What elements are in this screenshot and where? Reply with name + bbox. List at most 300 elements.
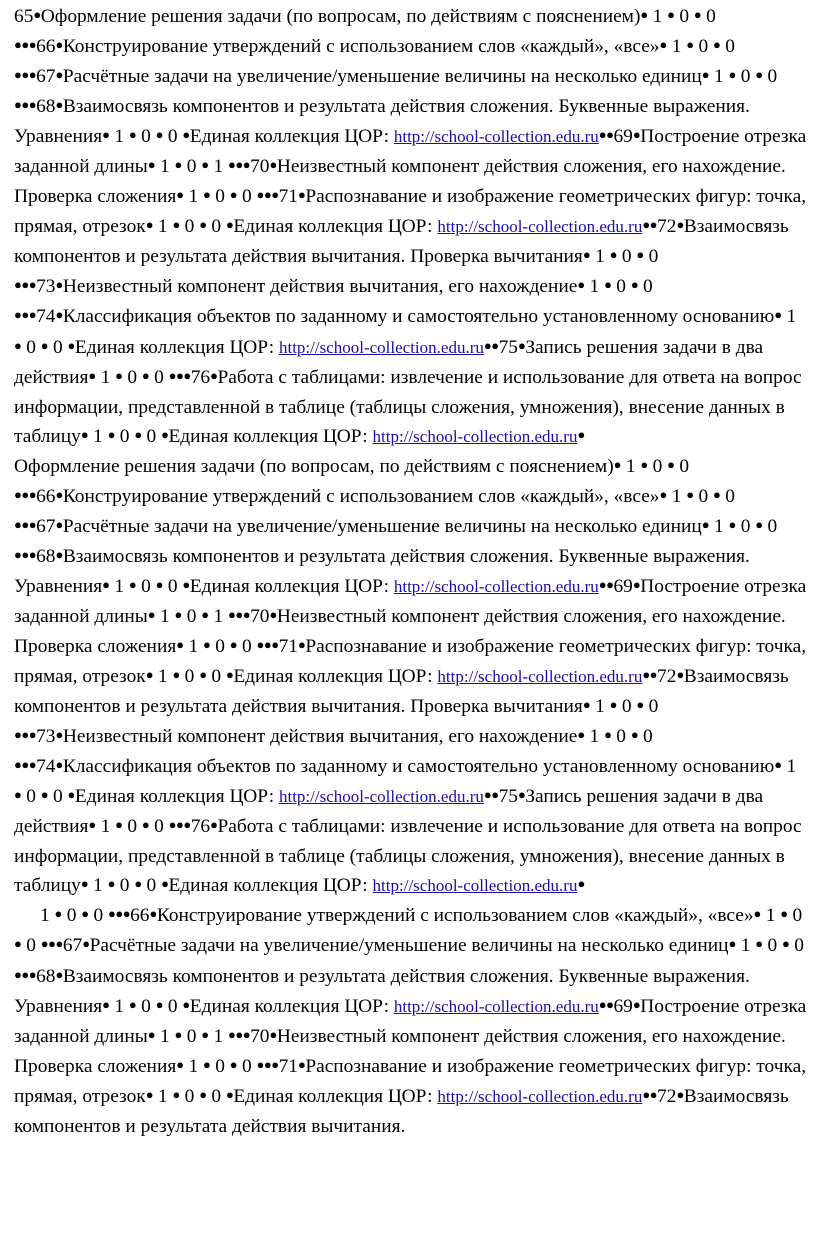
text-run: 1 (88, 425, 108, 447)
bullet-separator: ● (115, 367, 123, 383)
bullet-separator: ● (728, 936, 736, 952)
bullet-separator: ● (686, 486, 694, 502)
bullet-separator: ● (115, 817, 123, 833)
bullet-separator: ● (102, 576, 110, 592)
bullet-separator: ● (686, 37, 694, 53)
text-run: 0 (122, 366, 142, 388)
text-run: 68 (36, 96, 56, 118)
text-run: Единая коллекция ЦОР: (168, 875, 373, 897)
bullet-separator: ● (81, 906, 89, 922)
text-run: Классификация объектов по заданному и самостоятельно установленному основанию (62, 306, 775, 328)
text-run: 0 (693, 36, 713, 58)
bullet-separator: ●● (483, 787, 499, 803)
bullet-separator: ● (659, 486, 667, 502)
text-run: Оформление решения задачи (по вопросам, по действиям с пояснением) (40, 6, 641, 27)
bullet-separator: ● (55, 277, 63, 293)
bullet-separator: ● (229, 187, 238, 203)
text-run: 0 (61, 905, 82, 927)
text-run: 1 (88, 875, 108, 897)
bullet-separator: ●●● (228, 606, 251, 622)
bullet-separator: ●●● (228, 1026, 251, 1042)
bullet-separator: ● (14, 936, 22, 952)
bullet-separator: ● (225, 1086, 234, 1102)
text-run: 71 (278, 635, 298, 657)
text-run: 0 (206, 216, 226, 238)
text-run: 1 (781, 306, 797, 328)
bullet-separator: ● (269, 157, 277, 173)
bullet-separator: ●●● (14, 546, 37, 562)
bullet-separator: ● (203, 187, 211, 203)
bullet-separator: ● (636, 247, 644, 263)
bullet-separator: ● (107, 426, 115, 442)
text-run: 0 (210, 635, 230, 657)
bullet-separator: ● (755, 516, 763, 532)
cor-link[interactable]: http://school-collection.edu.ru (372, 426, 578, 446)
bullet-separator: ● (55, 546, 63, 562)
text-run: 71 (278, 186, 298, 208)
bullet-separator: ●●● (168, 817, 191, 833)
bullet-separator: ●●● (14, 277, 37, 293)
bullet-separator: ● (182, 996, 190, 1012)
bullet-separator: ● (210, 817, 218, 833)
cor-link[interactable]: http://school-collection.edu.ru (437, 217, 643, 237)
bullet-separator: ● (55, 486, 63, 502)
bullet-separator: ● (80, 426, 89, 442)
text-run: Расчётные задачи на увеличение/уменьшение величины на несколько единиц (62, 66, 702, 88)
text-run: 0 (762, 515, 778, 537)
text-run: 67 (36, 515, 56, 537)
bullet-separator: ● (147, 157, 156, 173)
bullet-separator: ● (676, 217, 684, 233)
text-run: 0 (616, 246, 637, 268)
text-run: 0 (163, 126, 183, 148)
text-run: 70 (250, 1025, 270, 1047)
bullet-separator: ● (713, 486, 721, 502)
bullet-separator: ● (636, 697, 644, 713)
bullet-separator: ● (269, 1026, 277, 1042)
bullet-separator: ● (174, 1026, 182, 1042)
bullet-separator: ●● (598, 127, 614, 143)
cor-link[interactable]: http://school-collection.edu.ru (278, 787, 484, 807)
bullet-separator: ● (128, 996, 137, 1012)
bullet-separator: ●●● (108, 906, 131, 922)
text-run: Распознавание и изображение геометрических фигур: точка, прямая, отрезок (14, 635, 807, 688)
bullet-separator: ● (172, 1086, 180, 1102)
text-run: 0 (643, 696, 659, 718)
bullet-separator: ● (199, 217, 207, 233)
bullet-separator: ● (774, 307, 782, 323)
text-run: Взаимосвязь компонентов и результата действия сложения. Буквенные выражения. Уравнения (14, 545, 750, 597)
bullet-separator: ● (88, 817, 96, 833)
text-run: Конструирование утверждений с использованием слов «каждый», «все» (62, 36, 660, 58)
bullet-separator: ● (201, 1026, 209, 1042)
text-block-2 (14, 452, 808, 902)
text-run: 1 (109, 126, 129, 148)
text-run: 0 (735, 515, 756, 537)
cor-link[interactable]: http://school-collection.edu.ru (437, 667, 643, 687)
text-run: Единая коллекция ЦОР: (233, 216, 438, 238)
bullet-separator: ● (604, 727, 612, 743)
text-run: Классификация объектов по заданному и самостоятельно установленному основанию (62, 756, 775, 778)
bullet-separator: ● (755, 936, 763, 952)
text-run: Взаимосвязь компонентов и результата действия вычитания. Проверка вычитания (14, 216, 789, 268)
bullet-separator: ● (632, 127, 641, 143)
text-run: 1 (666, 36, 687, 58)
text-run: 0 (136, 126, 156, 148)
text-run: 1 (155, 605, 175, 627)
bullet-separator: ● (269, 606, 277, 622)
text-run: 0 (163, 995, 183, 1017)
text-run: 0 (210, 186, 230, 208)
bullet-separator: ● (203, 1056, 211, 1072)
bullet-separator: ● (182, 576, 190, 592)
bullet-separator: ● (582, 697, 591, 713)
bullet-separator: ● (630, 727, 639, 743)
text-run: 0 (693, 485, 713, 507)
text-run: 69 (613, 995, 633, 1017)
text-run: 0 (181, 156, 202, 178)
text-run: 1 (208, 156, 228, 178)
text-run: Взаимосвязь компонентов и результата действия сложения. Буквенные выражения. Уравнения (14, 965, 750, 1017)
text-run: 0 (616, 696, 637, 718)
text-run: Неизвестный компонент действия вычитания, его нахождение (62, 276, 578, 298)
text-run: 1 (735, 935, 756, 957)
bullet-separator: ● (582, 247, 591, 263)
bullet-separator: ●●● (256, 187, 279, 203)
bullet-separator: ● (141, 817, 150, 833)
bullet-separator: ●●● (14, 307, 37, 323)
bullet-separator: ● (128, 127, 137, 143)
text-run: 1 (621, 455, 641, 477)
bullet-separator: ● (172, 667, 180, 683)
bullet-separator: ● (161, 426, 169, 442)
bullet-separator: ● (55, 757, 63, 773)
bullet-separator: ● (67, 787, 75, 803)
bullet-separator: ●●● (14, 966, 37, 982)
bullet-separator: ● (640, 456, 648, 472)
text-run: 1 (709, 515, 729, 537)
text-run: 0 (181, 605, 202, 627)
text-run: 0 (237, 635, 257, 657)
text-run: 0 (611, 726, 631, 748)
text-run: 73 (36, 276, 56, 298)
text-run: Распознавание и изображение геометрических фигур: точка, прямая, отрезок (14, 186, 807, 238)
bullet-separator: ● (229, 636, 238, 652)
text-run: 0 (674, 455, 690, 477)
text-run: 1 (153, 1085, 173, 1107)
text-run: 0 (114, 875, 135, 897)
text-run: 0 (141, 425, 162, 447)
text-run: 0 (762, 66, 778, 88)
text-run: 0 (720, 36, 735, 58)
bullet-separator: ●●● (256, 636, 279, 652)
text-run: 0 (179, 1085, 200, 1107)
text-run: 66 (130, 905, 150, 927)
bullet-separator: ● (40, 337, 49, 353)
text-run: Единая коллекция ЦОР: (233, 666, 438, 688)
text-run: 66 (36, 36, 56, 58)
text-run: Построение отрезка заданной длины (14, 575, 807, 627)
text-run: 0 (611, 276, 631, 298)
text-run: 0 (206, 666, 226, 688)
text-run: 0 (674, 6, 694, 27)
text-run: 1 (709, 66, 729, 88)
text-run: 75 (498, 786, 518, 808)
text-run: Единая коллекция ЦОР: (189, 995, 394, 1017)
bullet-separator: ● (630, 277, 639, 293)
text-run: 0 (149, 816, 169, 838)
text-run: 1 (666, 485, 687, 507)
text-run: 0 (789, 935, 804, 957)
text-run: 1 (647, 6, 668, 27)
text-run: Работа с таблицами: извлечение и использование для ответа на вопрос информации, представленной в таблице (таблицы сложения, умножения), внесение данных в таблицу (14, 816, 802, 897)
text-run: Работа с таблицами: извлечение и использование для ответа на вопрос информации, представленной в таблице (таблицы сложения, умножения), внесение данных в таблицу (14, 366, 802, 447)
text-run: 67 (62, 935, 83, 957)
text-run: 1 (183, 1055, 203, 1077)
bullet-separator: ●●● (228, 157, 251, 173)
bullet-separator: ● (297, 187, 306, 203)
text-block-1 (14, 2, 808, 452)
bullet-separator: ●● (642, 667, 658, 683)
bullet-separator: ● (55, 727, 63, 743)
text-run: 0 (643, 246, 659, 268)
bullet-separator: ● (107, 876, 115, 892)
bullet-separator: ●● (598, 576, 614, 592)
text-run: Единая коллекция ЦОР: (74, 786, 279, 808)
bullet-separator: ● (517, 337, 526, 353)
text-run: Неизвестный компонент действия сложения, его нахождение. Проверка сложения (14, 605, 786, 657)
text-run: 0 (21, 786, 41, 808)
text-run: 0 (181, 1025, 202, 1047)
text-run: 0 (141, 875, 162, 897)
text-run: 69 (613, 126, 633, 148)
bullet-separator: ● (55, 37, 63, 53)
cor-link[interactable]: http://school-collection.edu.ru (278, 337, 484, 357)
text-run: Неизвестный компонент действия сложения, его нахождение. Проверка сложения (14, 156, 786, 208)
text-run: 69 (613, 575, 633, 597)
bullet-separator: ● (577, 876, 585, 892)
text-run: 1 (183, 186, 203, 208)
bullet-separator: ● (701, 516, 710, 532)
text-run: 68 (36, 545, 56, 567)
text-run: 1 (781, 756, 797, 778)
text-run: 0 (179, 216, 200, 238)
text-run: 0 (88, 905, 109, 927)
bullet-separator: ● (82, 936, 90, 952)
text-run: 1 (155, 1025, 175, 1047)
text-run: 1 (40, 905, 55, 927)
bullet-separator: ● (297, 1056, 306, 1072)
bullet-separator: ● (14, 787, 22, 803)
bullet-separator: ● (80, 876, 89, 892)
bullet-separator: ● (640, 7, 648, 22)
bullet-separator: ● (667, 456, 675, 472)
text-run: 67 (36, 66, 56, 88)
bullet-separator: ● (55, 67, 63, 83)
bullet-separator: ● (780, 906, 788, 922)
bullet-separator: ● (155, 996, 163, 1012)
text-run: 0 (638, 726, 653, 748)
bullet-separator: ● (145, 217, 154, 233)
bullet-separator: ●●● (14, 727, 37, 743)
text-run: Расчётные задачи на увеличение/уменьшение величины на несколько единиц (62, 515, 702, 537)
bullet-separator: ●● (598, 996, 614, 1012)
text-run: Расчётные задачи на увеличение/уменьшение величины на несколько единиц (89, 935, 729, 957)
text-run: 74 (36, 306, 56, 328)
bullet-separator: ●● (483, 337, 499, 353)
text-run: Единая коллекция ЦОР: (233, 1085, 438, 1107)
bullet-separator: ● (14, 337, 22, 353)
bullet-separator: ● (297, 636, 306, 652)
text-run: Распознавание и изображение геометрических фигур: точка, прямая, отрезок (14, 1055, 807, 1107)
text-run: 65 (14, 6, 34, 27)
text-run: 1 (590, 696, 610, 718)
text-run: 0 (179, 666, 200, 688)
bullet-separator: ● (134, 876, 142, 892)
bullet-separator: ● (55, 307, 63, 323)
text-run: 0 (638, 276, 653, 298)
bullet-separator: ● (201, 157, 209, 173)
bullet-separator: ● (55, 966, 63, 982)
cor-link[interactable]: http://school-collection.edu.ru (393, 996, 599, 1016)
bullet-separator: ● (55, 97, 63, 113)
bullet-separator: ● (728, 67, 736, 83)
bullet-separator: ● (149, 906, 157, 922)
text-run: Оформление решения задачи (по вопросам, по действиям с пояснением) (14, 455, 614, 477)
text-run: 1 (153, 666, 173, 688)
bullet-separator: ● (225, 667, 234, 683)
bullet-separator: ● (577, 426, 585, 442)
bullet-separator: ● (102, 996, 110, 1012)
text-run: 1 (208, 605, 228, 627)
text-run: 70 (250, 156, 270, 178)
bullet-separator: ● (145, 667, 154, 683)
bullet-separator: ● (667, 7, 675, 22)
bullet-separator: ● (147, 606, 156, 622)
bullet-separator: ● (145, 1086, 154, 1102)
text-run: 0 (163, 575, 183, 597)
text-run: 0 (122, 816, 142, 838)
text-run: 1 (109, 575, 129, 597)
text-run: 66 (36, 485, 56, 507)
text-run: Взаимосвязь компонентов и результата действия вычитания. Проверка вычитания (14, 666, 789, 718)
text-run: 0 (787, 905, 803, 927)
bullet-separator: ● (609, 697, 617, 713)
bullet-separator: ● (141, 367, 150, 383)
text-run: 1 (153, 216, 173, 238)
bullet-separator: ● (229, 1056, 238, 1072)
text-run: Запись решения задачи в два действия (14, 786, 764, 838)
bullet-separator: ● (613, 456, 622, 472)
bullet-separator: ●●● (14, 97, 37, 113)
text-run: Взаимосвязь компонентов и результата действия сложения. Буквенные выражения. Уравнения (14, 96, 750, 148)
text-run: 1 (95, 816, 116, 838)
bullet-separator: ● (128, 576, 137, 592)
text-run: 0 (149, 366, 169, 388)
bullet-separator: ● (609, 247, 617, 263)
bullet-separator: ● (755, 67, 763, 83)
text-run: 0 (21, 336, 41, 358)
bullet-separator: ● (203, 636, 211, 652)
bullet-separator: ● (604, 277, 612, 293)
bullet-separator: ●● (642, 1086, 658, 1102)
text-run: 0 (206, 1085, 226, 1107)
bullet-separator: ● (182, 127, 190, 143)
text-run: Единая коллекция ЦОР: (189, 126, 394, 148)
bullet-separator: ●●● (14, 486, 37, 502)
cor-link[interactable]: http://school-collection.edu.ru (393, 127, 599, 147)
text-run: 1 (760, 905, 781, 927)
cor-link[interactable]: http://school-collection.edu.ru (437, 1086, 643, 1106)
bullet-separator: ●●● (14, 67, 37, 83)
bullet-separator: ● (174, 157, 182, 173)
paragraph (14, 2, 808, 452)
text-run: 0 (647, 455, 668, 477)
bullet-separator: ● (676, 667, 684, 683)
bullet-separator: ● (632, 996, 641, 1012)
bullet-separator: ● (659, 37, 667, 53)
text-run: 0 (237, 186, 257, 208)
bullet-separator: ● (782, 936, 790, 952)
bullet-separator: ●●● (168, 367, 191, 383)
text-run: 0 (210, 1055, 230, 1077)
bullet-separator: ● (753, 906, 761, 922)
text-run: 0 (48, 786, 68, 808)
bullet-separator: ● (774, 757, 782, 773)
bullet-separator: ● (33, 7, 41, 22)
text-run: 0 (21, 935, 41, 957)
text-run: 73 (36, 726, 56, 748)
text-run: 0 (735, 66, 756, 88)
bullet-separator: ● (199, 667, 207, 683)
text-run: Конструирование утверждений с использованием слов «каждый», «все» (62, 485, 660, 507)
text-run: Построение отрезка заданной длины (14, 995, 807, 1047)
bullet-separator: ● (693, 7, 702, 22)
bullet-separator: ● (701, 67, 710, 83)
paragraph (14, 901, 808, 1140)
bullet-separator: ● (174, 606, 182, 622)
text-run: 1 (183, 635, 203, 657)
text-run: 68 (36, 965, 56, 987)
text-run: Конструирование утверждений с использованием слов «каждый», «все» (156, 905, 754, 927)
text-run: 1 (584, 276, 605, 298)
text-run: 0 (762, 935, 783, 957)
bullet-separator: ●●● (40, 936, 63, 952)
text-block-3 (14, 901, 808, 1140)
text-run: 70 (250, 605, 270, 627)
bullet-separator: ● (728, 516, 736, 532)
bullet-separator: ● (134, 426, 142, 442)
bullet-separator: ● (102, 127, 110, 143)
bullet-separator: ● (155, 127, 163, 143)
bullet-separator: ● (225, 217, 234, 233)
bullet-separator: ● (55, 516, 63, 532)
bullet-separator: ● (517, 787, 526, 803)
bullet-separator: ●●● (256, 1056, 279, 1072)
text-run: 0 (720, 485, 735, 507)
bullet-separator: ● (176, 636, 184, 652)
bullet-separator: ● (176, 1056, 184, 1072)
bullet-separator: ●●● (14, 757, 37, 773)
text-run: 1 (155, 156, 175, 178)
paragraph (14, 452, 808, 902)
text-run: 0 (48, 336, 68, 358)
bullet-separator: ● (155, 576, 163, 592)
text-run: 72 (657, 666, 677, 688)
cor-link[interactable]: http://school-collection.edu.ru (372, 876, 578, 896)
cor-link[interactable]: http://school-collection.edu.ru (393, 576, 599, 596)
text-run: 0 (136, 995, 156, 1017)
